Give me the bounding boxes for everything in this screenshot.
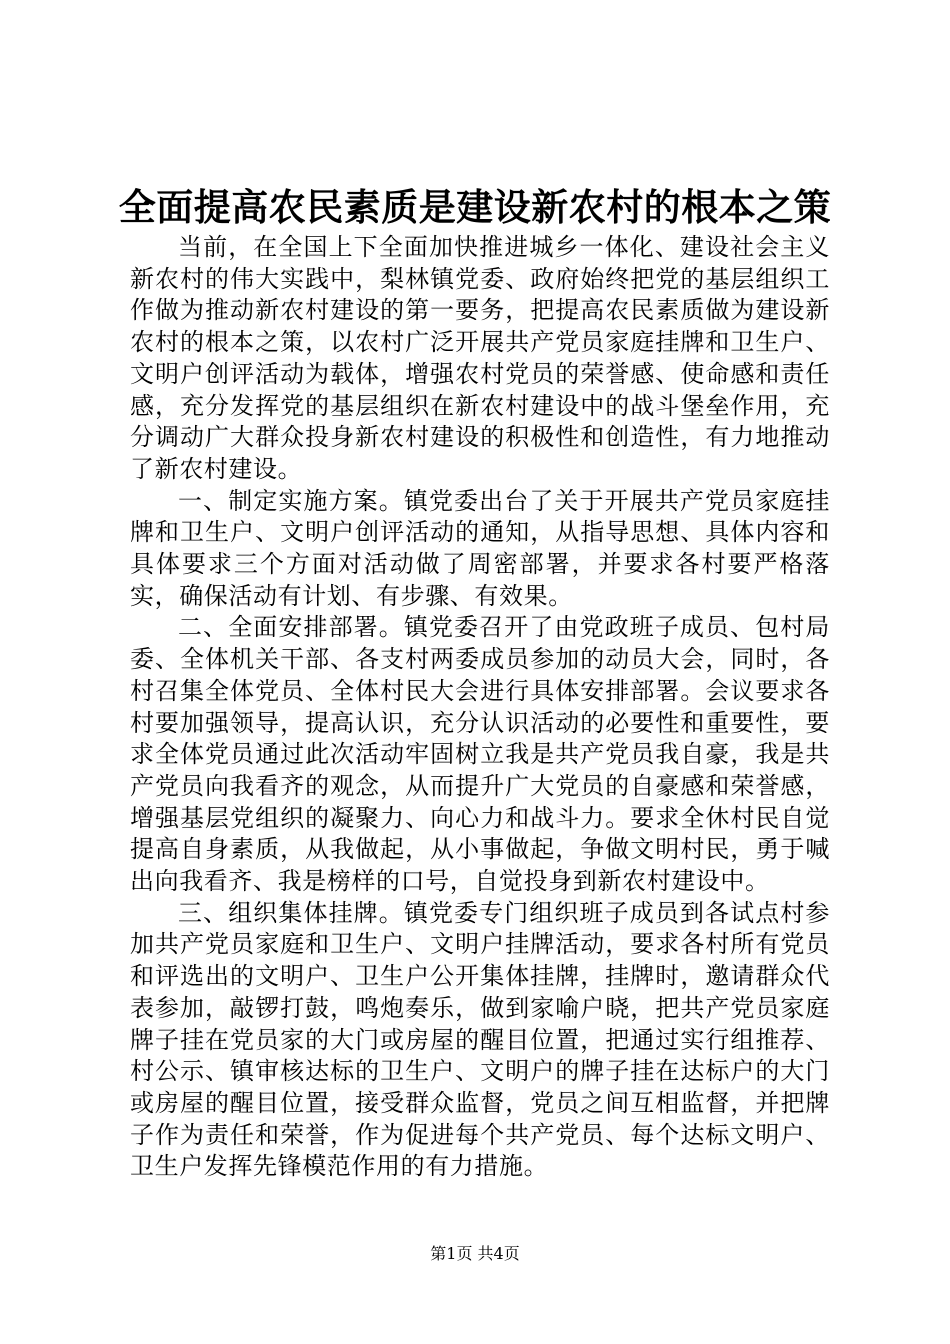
paragraph-section-1: 一、制定实施方案。镇党委出台了关于开展共产党员家庭挂牌和卫生户、文明户创评活动的通知，从指导思想、具体内容和具体要求三个方面对活动做了周密部署，并要求各村要严格落实，确保活动有计划、有步骤、有效果。 [130,486,830,610]
paragraph-section-3: 三、组织集体挂牌。镇党委专门组织班子成员到各试点村参加共产党员家庭和卫生户、文明户挂牌活动，要求各村所有党员和评选出的文明户、卫生户公开集体挂牌，挂牌时，邀请群众代表参加，敲锣打鼓，鸣炮奏乐，做到家喻户晓，把共产党员家庭牌子挂在党员家的大门或房屋的醒目位置，把通过实行组推荐、村公示、镇审核达标的卫生户、文明户的牌子挂在达标户的大门或房屋的醒目位置，接受群众监督，党员之间互相监督，并把牌子作为责任和荣誉，作为促进每个共产党员、每个达标文明户、卫生户发挥先锋模范作用的有力措施。 [130,898,830,1181]
document-body [130,232,830,1183]
document-title: 全面提高农民素质是建设新农村的根本之策 [118,185,832,229]
paragraph-section-2: 二、全面安排部署。镇党委召开了由党政班子成员、包村局委、全体机关干部、各支村两委成员参加的动员大会，同时，各村召集全体党员、全体村民大会进行具体安排部署。会议要求各村要加强领导，提高认识，充分认识活动的必要性和重要性，要求全体党员通过此次活动牢固树立我是共产党员我自豪，我是共产党员向我看齐的观念，从而提升广大党员的自豪感和荣誉感，增强基层党组织的凝聚力、向心力和战斗力。要求全休村民自觉提高自身素质，从我做起，从小事做起，争做文明村民，勇于喊出向我看齐、我是榜样的口号，自觉投身到新农村建设中。 [130,613,830,896]
page-footer: 第1页 共4页 [430,1244,520,1263]
paragraph-intro: 当前，在全国上下全面加快推进城乡一体化、建设社会主义新农村的伟大实践中，梨林镇党委、政府始终把党的基层组织工作做为推动新农村建设的第一要务，把提高农民素质做为建设新农村的根本之策，以农村广泛开展共产党员家庭挂牌和卫生户、文明户创评活动为载体，增强农村党员的荣誉感、使命感和责任感，充分发挥党的基层组织在新农村建设中的战斗堡垒作用，充分调动广大群众投身新农村建设的积极性和创造性，有力地推动了新农村建设。 [130,233,830,483]
